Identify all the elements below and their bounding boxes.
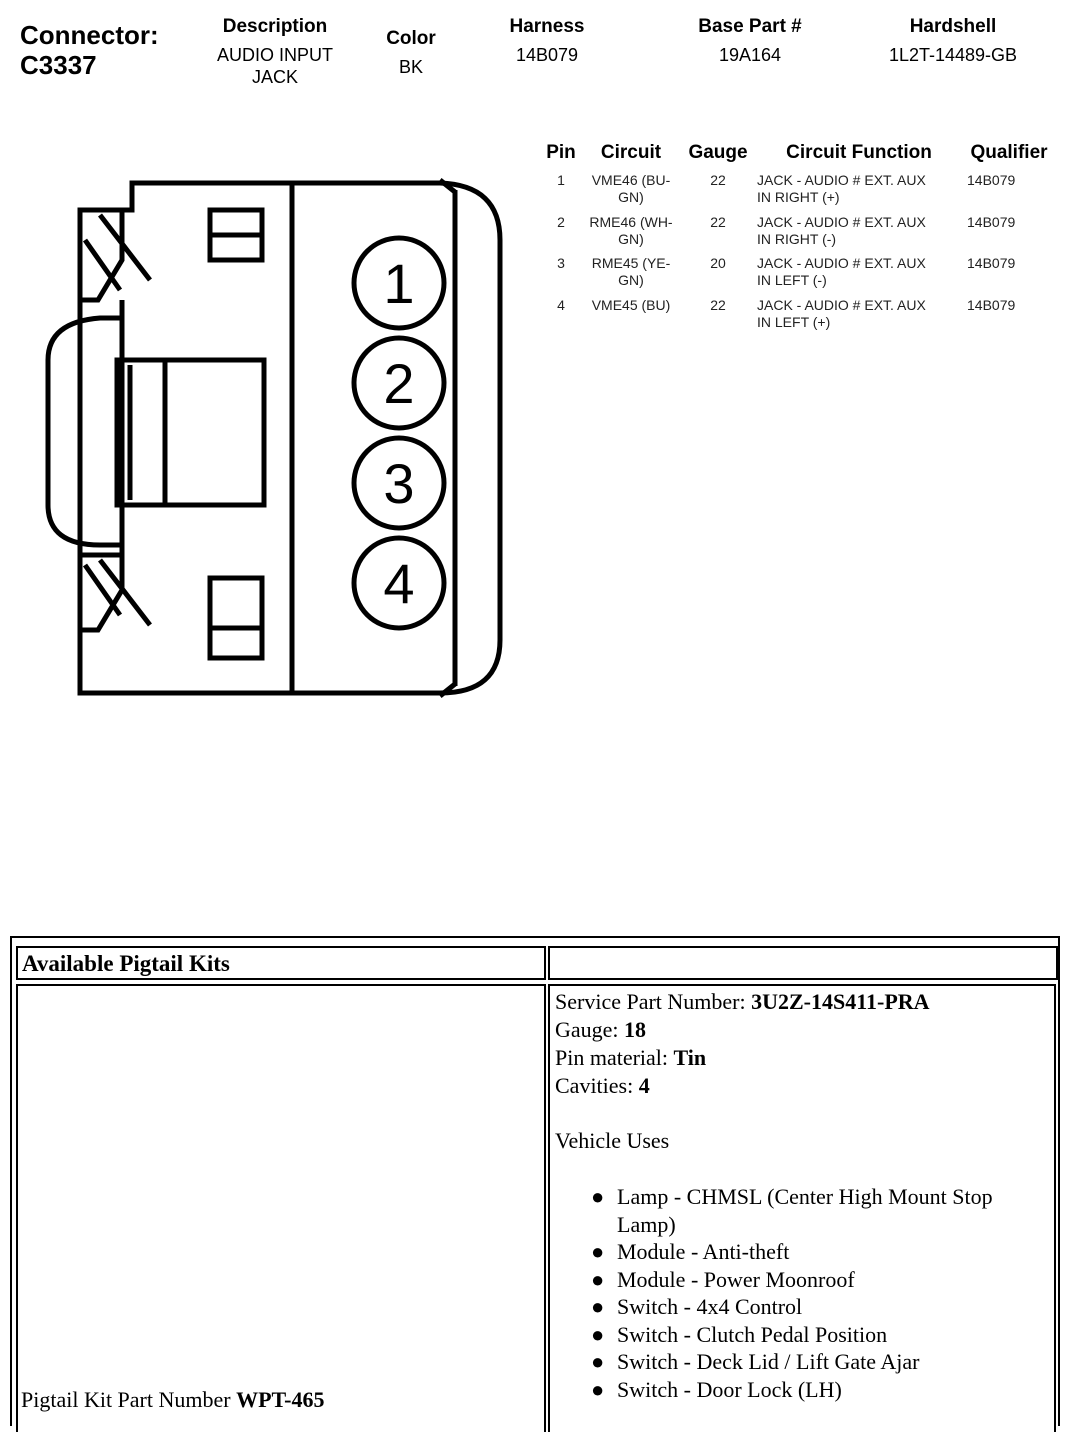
cavities-line [555, 1072, 650, 1100]
hardshell-value: 1L2T-14489-GB [888, 45, 1018, 65]
circuit-function: JACK - AUDIO # EXT. AUX [757, 172, 926, 188]
pigtail-title: Available Pigtail Kits [22, 951, 230, 976]
harness-column [487, 16, 607, 66]
vehicle-use-text: Switch - Deck Lid / Lift Gate Ajar [617, 1349, 920, 1374]
pin-number-cell [540, 172, 582, 189]
vehicle-use-text: Lamp - CHMSL (Center High Mount Stop [617, 1184, 993, 1209]
circuit-function: IN LEFT (+) [757, 313, 831, 330]
circuit-name-cell [580, 214, 682, 248]
pin-material-value: Tin [673, 1045, 707, 1070]
gauge-column-heading: Gauge [688, 142, 748, 163]
connector-id: C3337 [20, 50, 97, 80]
vehicle-uses-label: Vehicle Uses [555, 1128, 670, 1153]
circuit-function-cell [757, 255, 957, 289]
pigtail-details-cell [548, 984, 1056, 1432]
description-column [195, 16, 355, 88]
pigtail-kit-label: Pigtail Kit Part Number [21, 1387, 237, 1412]
pin-3-label: 3 [383, 452, 415, 515]
qualifier-cell [967, 255, 1057, 272]
pin-material-label: Pin material: [555, 1045, 674, 1070]
vehicle-use-item: ● Switch - Deck Lid / Lift Gate Ajar [591, 1349, 920, 1374]
pin-number-cell [540, 214, 582, 231]
circuit-name: GN) [618, 230, 644, 247]
service-part-number-label: Service Part Number: [555, 989, 752, 1014]
wire-gauge-cell [680, 255, 756, 272]
vehicle-use-text: Module - Power Moonroof [617, 1266, 855, 1292]
description-heading: Description [222, 16, 328, 37]
pin-4-label: 4 [383, 552, 415, 615]
color-value: BK [398, 57, 423, 77]
wire-gauge: 22 [710, 213, 726, 230]
circuit-function: IN LEFT (-) [757, 272, 827, 288]
wire-gauge: 20 [710, 255, 726, 271]
circuit-function-cell [757, 172, 957, 206]
qualifier: 14B079 [967, 213, 1016, 230]
circuit-function-cell [757, 297, 957, 331]
pin-column-heading: Pin [546, 142, 576, 163]
pin-2-label: 2 [383, 352, 415, 415]
vehicle-use-item: ● Switch - Door Lock (LH) [591, 1376, 842, 1402]
vehicle-use-item: ● Switch - Clutch Pedal Position [591, 1321, 888, 1347]
vehicle-use-text: Switch - 4x4 Control [617, 1294, 803, 1319]
service-part-number-value: 3U2Z-14S411-PRA [751, 989, 930, 1014]
circuit-name: GN) [618, 189, 644, 205]
pin-number-cell [540, 255, 582, 272]
harness-value: 14B079 [515, 45, 579, 65]
description-value-line2: JACK [251, 67, 298, 87]
wire-gauge-cell [680, 214, 756, 231]
circuit-function: JACK - AUDIO # EXT. AUX [757, 213, 926, 230]
circuit-function: JACK - AUDIO # EXT. AUX [757, 296, 926, 313]
pigtail-kit-cell [16, 984, 546, 1432]
qualifier-cell [967, 214, 1057, 231]
connector-heading [20, 20, 159, 80]
service-part-number-line [555, 988, 930, 1016]
cavities-value: 4 [638, 1073, 650, 1098]
pin-1-label: 1 [383, 252, 415, 315]
pigtail-title-right-cell [548, 946, 1058, 980]
pigtail-kit-number: WPT-465 [236, 1387, 325, 1412]
base-part-value: 19A164 [718, 45, 782, 65]
circuit-name: RME46 (WH- [589, 213, 673, 230]
connector-face-diagram [0, 150, 520, 710]
circuit-function: IN RIGHT (-) [757, 230, 837, 247]
gauge-value: 18 [624, 1017, 647, 1042]
pin-number: 3 [557, 255, 565, 271]
circuit-column-heading: Circuit [600, 142, 662, 163]
pin-number: 2 [557, 213, 565, 230]
circuit-name-cell [580, 255, 682, 289]
wire-gauge-cell [680, 172, 756, 189]
vehicle-use-item: ● Lamp - CHMSL (Center High Mount Stop [591, 1184, 993, 1209]
vehicle-use-item: ● Module - Anti-theft [591, 1239, 790, 1264]
vehicle-use-item: ● Switch - 4x4 Control [591, 1294, 803, 1319]
circuit-function-column-heading: Circuit Function [786, 142, 932, 163]
pigtail-kit-part-number [21, 1386, 325, 1414]
qualifier-column-heading: Qualifier [970, 142, 1048, 163]
pin-number-cell [540, 297, 582, 314]
vehicle-uses-list [555, 1183, 1050, 1403]
wire-gauge: 22 [710, 296, 726, 313]
qualifier-cell [967, 172, 1057, 189]
gauge-label: Gauge: [555, 1017, 625, 1042]
circuit-name-cell [580, 172, 682, 206]
circuit-function-cell [757, 214, 957, 248]
cavities-label: Cavities: [555, 1073, 639, 1098]
circuit-name: RME45 (YE- [591, 255, 671, 271]
color-heading: Color [386, 28, 436, 49]
qualifier-cell [967, 297, 1057, 314]
vehicle-use-item: ● Module - Power Moonroof [591, 1266, 855, 1292]
hardshell-column [868, 16, 1038, 66]
harness-heading: Harness [509, 16, 585, 37]
description-value-line1: AUDIO INPUT [216, 45, 333, 65]
qualifier: 14B079 [967, 255, 1016, 271]
circuit-function: JACK - AUDIO # EXT. AUX [757, 255, 926, 271]
vehicle-use-text: Switch - Clutch Pedal Position [617, 1321, 888, 1347]
vehicle-use-text: Switch - Door Lock (LH) [617, 1376, 842, 1402]
gauge-line [555, 1016, 646, 1044]
base-part-heading: Base Part # [698, 16, 802, 37]
circuit-function: IN RIGHT (+) [757, 189, 840, 205]
connector-label: Connector: [20, 20, 159, 50]
circuit-name: VME45 (BU) [591, 296, 671, 313]
vehicle-use-text: Lamp) [617, 1211, 676, 1237]
circuit-name: VME46 (BU- [591, 172, 671, 188]
pin-number: 4 [557, 296, 565, 313]
qualifier: 14B079 [967, 296, 1016, 313]
vehicle-use-item-continued [555, 1211, 1050, 1239]
circuit-name: GN) [618, 272, 644, 288]
pigtail-title-cell [16, 946, 546, 980]
wire-gauge-cell [680, 297, 756, 314]
hardshell-heading: Hardshell [909, 16, 997, 37]
pin-material-line [555, 1044, 706, 1072]
circuit-name-cell [580, 297, 682, 314]
qualifier: 14B079 [967, 172, 1016, 188]
pin-number: 1 [557, 172, 565, 188]
color-column [370, 28, 452, 78]
wire-gauge: 22 [710, 172, 726, 188]
vehicle-use-text: Module - Anti-theft [617, 1239, 790, 1264]
base-part-column [680, 16, 820, 66]
